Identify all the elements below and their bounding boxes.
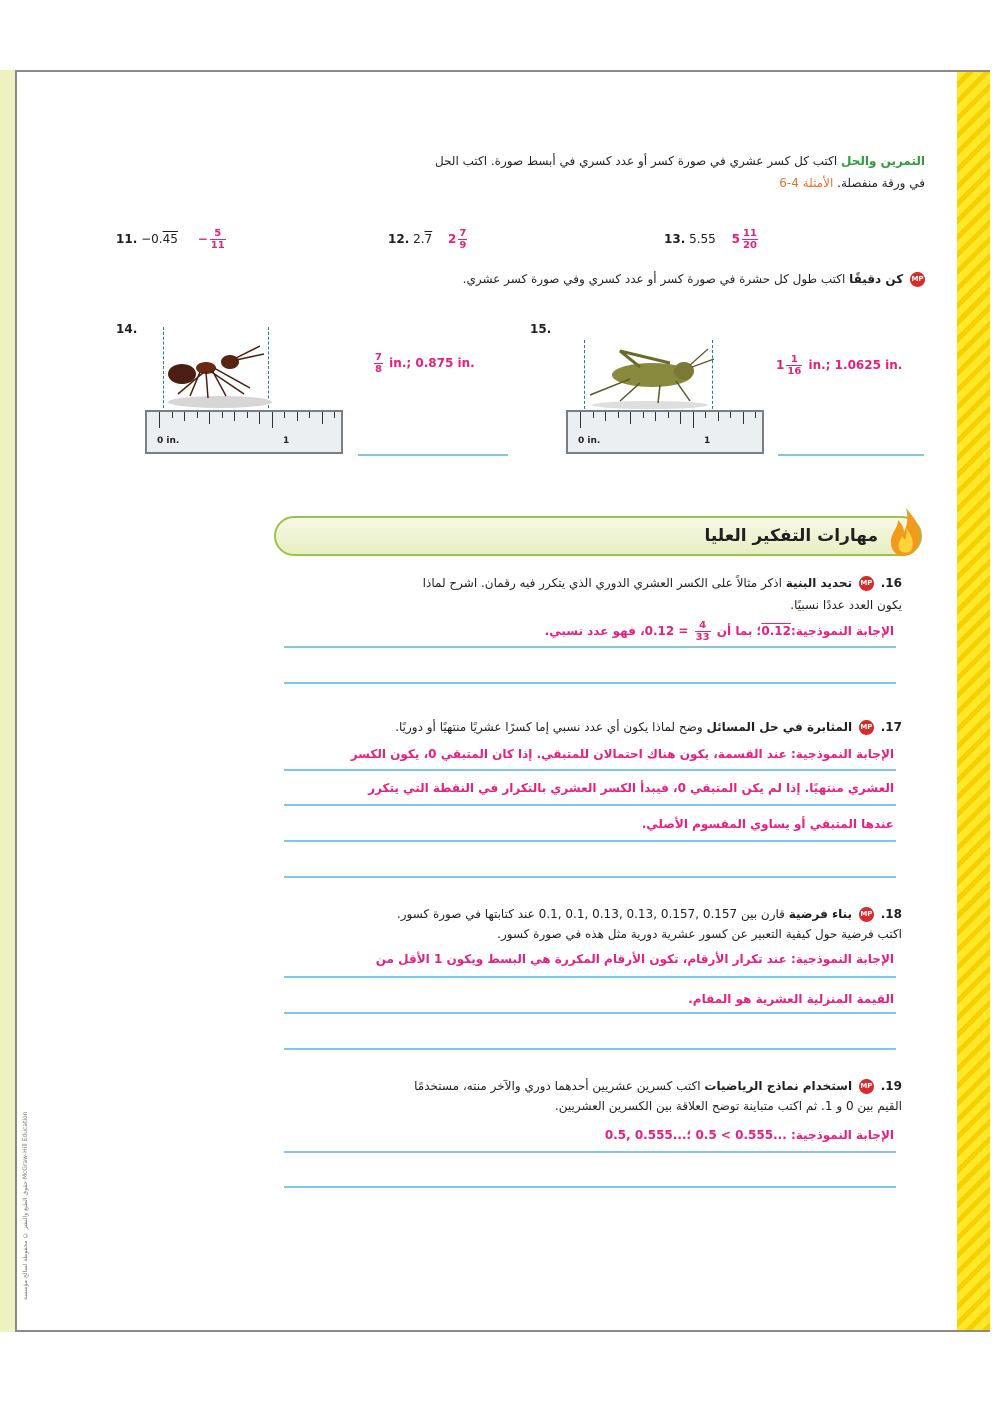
math-practice-icon: MP <box>859 907 874 922</box>
answer-line <box>284 840 896 842</box>
q17-title: المثابرة في حل المسائل <box>706 720 853 734</box>
exercise-expr: −0.45 <box>141 232 178 246</box>
math-practice-icon: MP <box>859 576 874 591</box>
answer-line <box>284 876 896 878</box>
answer-line <box>284 976 896 978</box>
ant-image <box>160 338 275 410</box>
q17-question <box>270 716 902 738</box>
answer-line <box>358 454 508 456</box>
q19-text-2: القيم بين 0 و 1. ثم اكتب متباينة توضح العلاقة بين الكسرين العشريين. <box>554 1099 902 1113</box>
exercise-number: 12. <box>388 232 410 246</box>
ruler <box>566 410 764 454</box>
ruler-zero-label: 0 in. <box>157 436 180 446</box>
q19-title: استخدام نماذج الرياضيات <box>704 1079 853 1093</box>
q16-title: تحديد البنية <box>785 576 853 590</box>
side-credit: حقوق الطبع والنشر © محفوظة لصالح مؤسسة McGraw-Hill Education <box>22 1111 29 1300</box>
exercise-number: 13. <box>664 232 686 246</box>
insect-15-number: 15. <box>530 322 552 336</box>
ruler <box>145 410 343 454</box>
left-margin-strip <box>0 70 15 1332</box>
answer-line <box>284 804 896 806</box>
q16-number: 16. <box>880 576 902 590</box>
exercise-number: 11. <box>116 232 138 246</box>
flame-icon <box>888 506 924 558</box>
q17-answer-line-1: الإجابة النموذجية: عند القسمة، يكون هناك احتمالان للمتبقي. إذا كان المتبقي 0، يكون الكسر <box>350 747 894 761</box>
math-practice-icon: MP <box>859 720 874 735</box>
intro-examples: الأمثلة 4-6 <box>779 176 834 190</box>
intro-title: التمرين والحل <box>841 154 925 168</box>
q19-number: 19. <box>880 1079 902 1093</box>
answer-line <box>284 682 896 684</box>
hots-title: مهارات التفكير العليا <box>704 526 878 546</box>
math-practice-icon: MP <box>859 1079 874 1094</box>
insect-15-answer: 1 $\frac{1}{16}$ in.; 1.0625 in. <box>776 354 903 377</box>
exercise-answer: − $\frac{5}{11}$ <box>197 228 225 251</box>
answer-line <box>284 1186 896 1188</box>
intro-text-2: في ورقة منفصلة. <box>837 176 925 190</box>
q18-title: بناء فرضية <box>788 907 853 921</box>
answer-line <box>778 454 924 456</box>
ruler-one-label: 1 <box>704 436 711 446</box>
intro-text: اكتب كل كسر عشري في صورة كسر أو عدد كسري في أبسط صورة. اكتب الحل <box>434 154 838 168</box>
exercise-12 <box>388 228 469 251</box>
q19-answer: الإجابة النموذجية: ...0.555 > 0.5 ؛...0.555 ,0.5 <box>604 1128 894 1142</box>
answer-line <box>284 646 896 648</box>
q17-number: 17. <box>880 720 902 734</box>
q18-answer-line-1: الإجابة النموذجية: عند تكرار الأرقام، تكون الأرقام المكررة هي البسط ويكون 1 الأقل من <box>375 952 894 966</box>
exercise-expr: 5.55 <box>689 232 716 246</box>
q16-text: اذكر مثالاً على الكسر العشري الدوري الذي يتكرر فيه رقمان. اشرح لماذا <box>422 576 782 590</box>
precise-text: اكتب طول كل حشرة في صورة كسر أو عدد كسري وفي صورة كسر عشري. <box>462 272 846 286</box>
math-practice-icon: MP <box>910 272 925 287</box>
q19-question <box>270 1076 902 1116</box>
q16-question <box>270 572 902 616</box>
answer-line <box>284 1012 896 1014</box>
answer-line <box>284 1048 896 1050</box>
answer-line <box>284 1151 896 1153</box>
exercise-11 <box>116 228 228 251</box>
intro-paragraph <box>200 150 925 194</box>
q18-number: 18. <box>880 907 902 921</box>
ruler-zero-label: 0 in. <box>578 436 601 446</box>
answer-line <box>284 769 896 771</box>
q18-question <box>270 904 902 944</box>
q18-answer-line-2: القيمة المنزلية العشرية هو المقام. <box>688 992 894 1006</box>
grasshopper-image <box>580 345 720 410</box>
exercise-answer: 2 $\frac{7}{9}$ <box>448 228 467 251</box>
q19-text: اكتب كسرين عشريين أحدهما دوري والآخر منته، مستخدمًا <box>414 1079 701 1093</box>
q16-text-2: يكون العدد عددًا نسبيًا. <box>790 598 902 612</box>
exercise-expr: 2.7 <box>413 232 433 246</box>
q18-text: قارن بين 0.157 ,0.157 ,0.13 ,0.13 ,0.1 ,0.1 عند كتابتها في صورة كسور. <box>396 907 785 921</box>
ruler-one-label: 1 <box>283 436 290 446</box>
q17-answer-line-2: العشري منتهيًا. إذا لم يكن المتبقي 0، فيبدأ الكسر العشري بالتكرار في النقطة التي يتكرر <box>368 781 894 795</box>
exercise-answer: 5 $\frac{11}{20}$ <box>731 228 757 251</box>
exercise-13 <box>664 228 760 251</box>
right-decorative-band <box>957 72 990 1330</box>
q17-answer-line-3: عندها المتبقي أو يساوي المقسوم الأصلي. <box>641 817 894 831</box>
insect-14-answer: $\frac{7}{8}$ in.; 0.875 in. <box>375 352 475 375</box>
precise-instruction <box>300 268 928 290</box>
precise-title: كن دقيقًا <box>849 272 904 286</box>
q16-answer: الإجابة النموذجية:0.12؛ بما أن $\frac{4}{33}$ = 0.12، فهو عدد نسبي. <box>544 620 894 643</box>
q18-text-2: اكتب فرضية حول كيفية التعبير عن كسور عشرية دورية مثل هذه في صورة كسور. <box>497 927 902 941</box>
q17-text: وضح لماذا يكون أي عدد نسبي إما كسرًا عشريًا منتهيًا أو دوريًا. <box>395 720 703 734</box>
insect-14-number: 14. <box>116 322 138 336</box>
